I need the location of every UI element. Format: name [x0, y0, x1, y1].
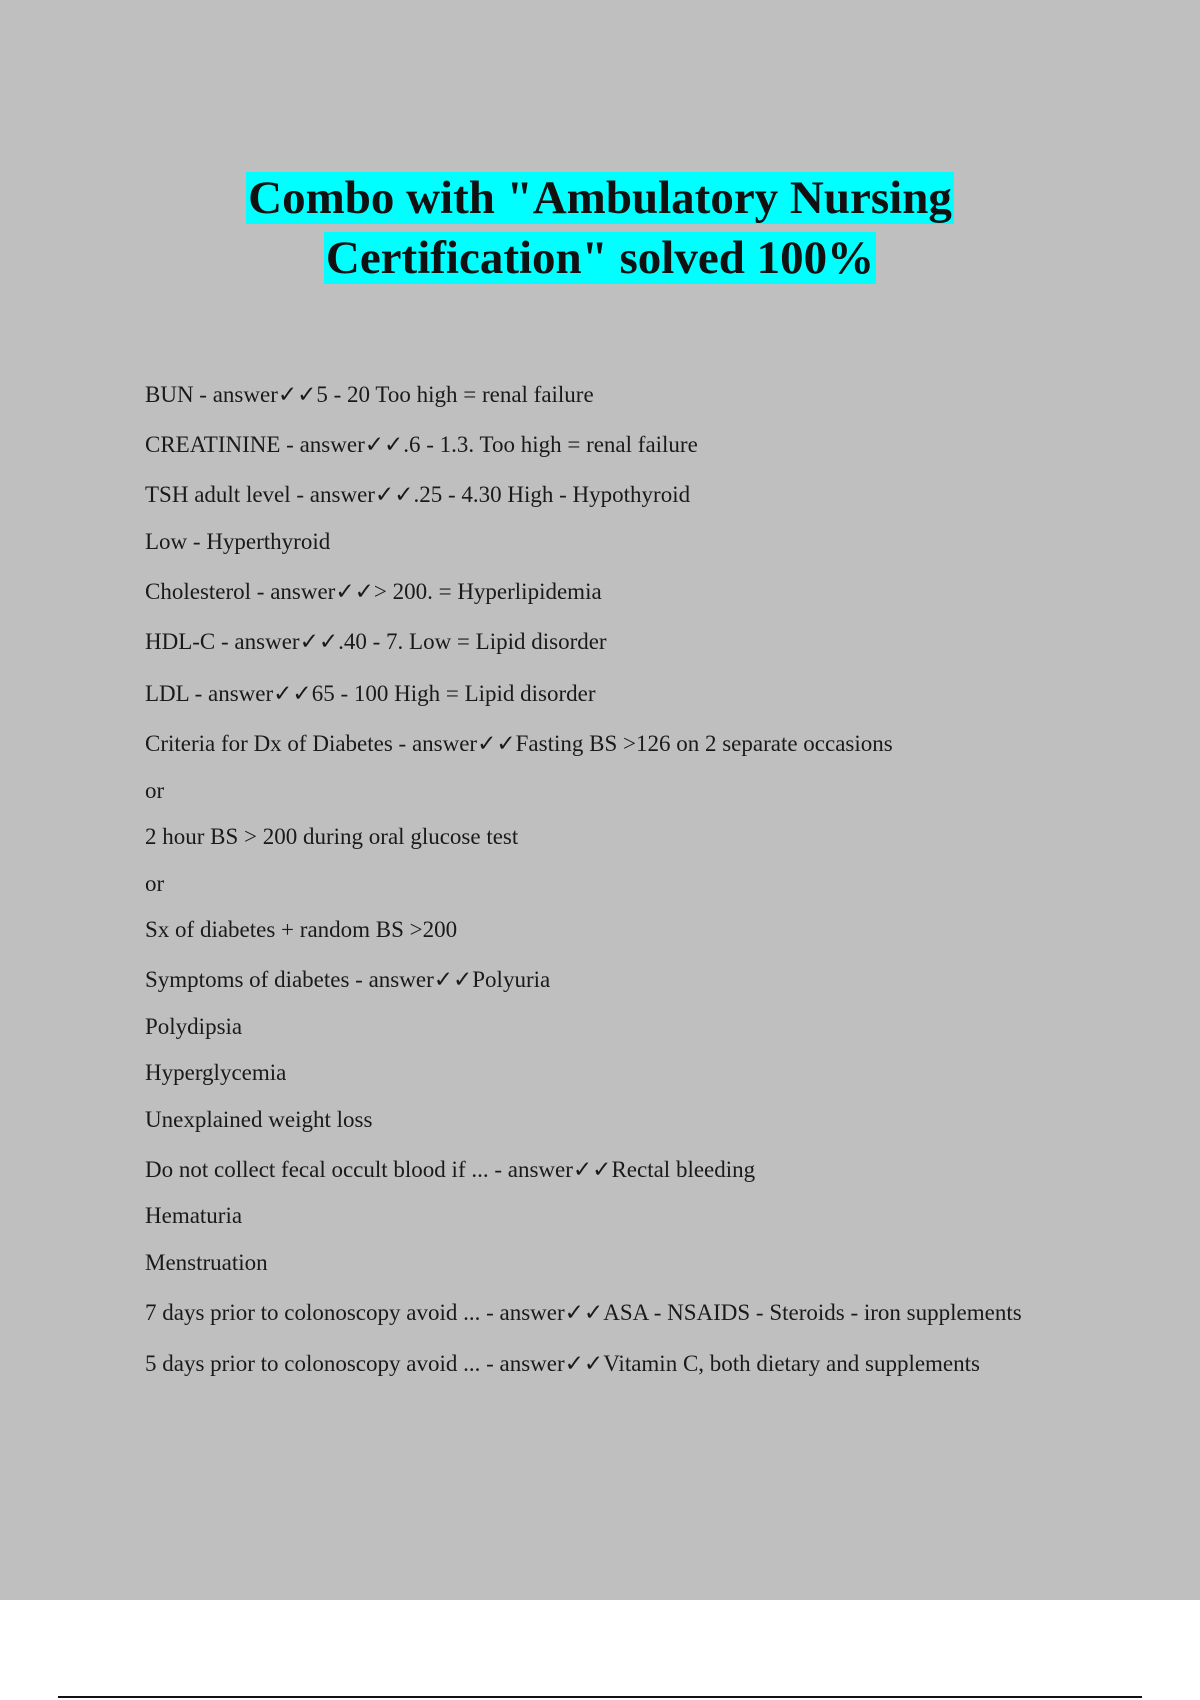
- text-line: Cholesterol - answer✓✓> 200. = Hyperlipidemia: [145, 579, 602, 604]
- text-line: or: [145, 778, 165, 803]
- text-line: HDL-C - answer✓✓.40 - 7. Low = Lipid disorder: [145, 629, 607, 654]
- text-line: Criteria for Dx of Diabetes - answer✓✓Fasting BS >126 on 2 separate occasions: [145, 731, 893, 756]
- text-line: Low - Hyperthyroid: [145, 529, 331, 554]
- text-line: 5 days prior to colonoscopy avoid ... - answer✓✓Vitamin C, both dietary and supplements: [145, 1351, 980, 1376]
- text-line: CREATININE - answer✓✓.6 - 1.3. Too high = renal failure: [145, 432, 698, 457]
- text-line: BUN - answer✓✓5 - 20 Too high = renal failure: [145, 382, 594, 407]
- title-line-2: Certification" solved 100%: [325, 232, 875, 284]
- text-line: Sx of diabetes + random BS >200: [145, 917, 458, 942]
- text-line: Do not collect fecal occult blood if ... - answer✓✓Rectal bleeding: [145, 1157, 756, 1182]
- title-line-1: Combo with "Ambulatory Nursing: [248, 172, 952, 224]
- text-line: Symptoms of diabetes - answer✓✓Polyuria: [145, 967, 551, 992]
- text-line: Unexplained weight loss: [145, 1107, 373, 1132]
- text-line: TSH adult level - answer✓✓.25 - 4.30 High - Hypothyroid: [145, 482, 691, 507]
- text-line: 2 hour BS > 200 during oral glucose test: [145, 824, 519, 849]
- footer-divider: [58, 1696, 1142, 1698]
- text-line: or: [145, 871, 165, 896]
- text-line: LDL - answer✓✓65 - 100 High = Lipid disorder: [145, 681, 596, 706]
- text-line: Menstruation: [145, 1250, 268, 1275]
- text-line: Hematuria: [145, 1203, 243, 1228]
- text-line: Hyperglycemia: [145, 1060, 287, 1085]
- text-line: Polydipsia: [145, 1014, 243, 1039]
- text-line: 7 days prior to colonoscopy avoid ... - answer✓✓ASA - NSAIDS - Steroids - iron supplements: [145, 1300, 1022, 1325]
- document-title: [0, 168, 1200, 288]
